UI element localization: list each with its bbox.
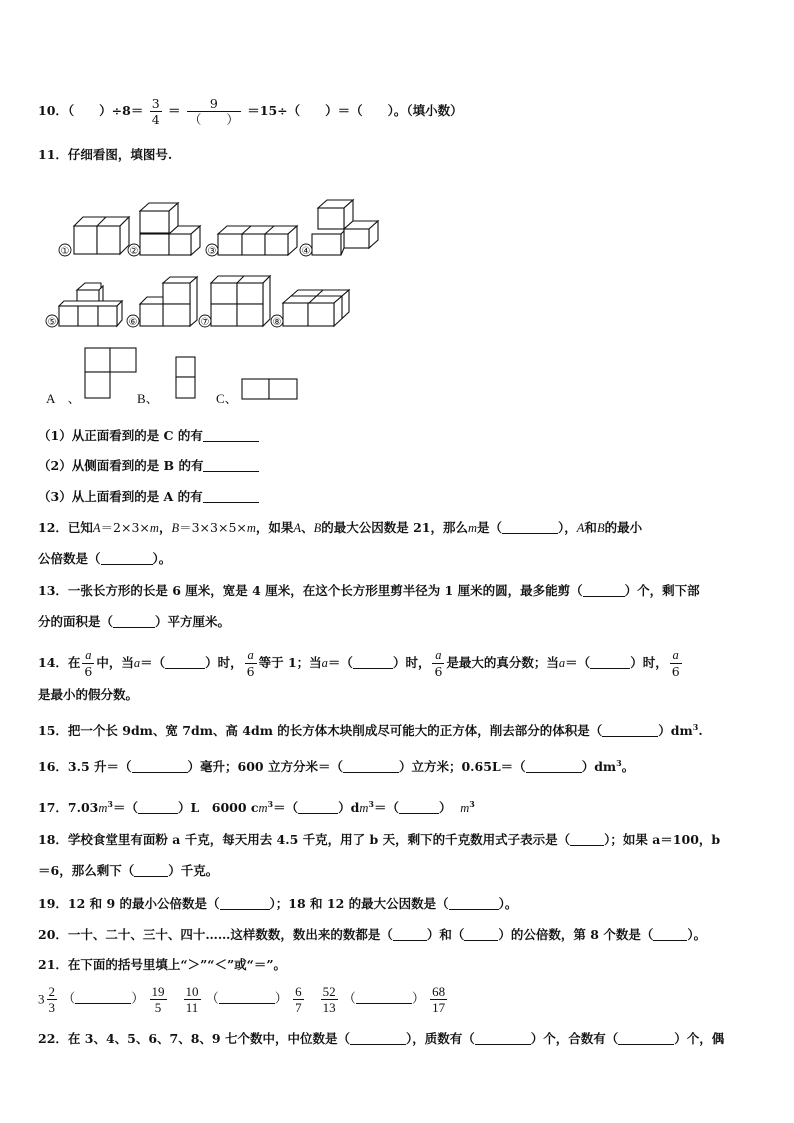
question-12-line-2: 公倍数是（ ）。 (38, 551, 172, 566)
q11-sub-1: （1）从正面看到的是 C 的有 (38, 427, 259, 445)
shape-2-figure (140, 203, 200, 255)
shape-label-6: ⑥ (128, 317, 138, 328)
cube-figures (0, 0, 794, 420)
shape-6-figure (140, 277, 197, 326)
question-18-line-1: 18．学校食堂里有面粉 a 千克，每天用去 4.5 千克，用了 b 天，剩下的千克数用式子表示是（ ）；如果 a＝100，b (38, 832, 721, 847)
question-21-compare-row: 3 $\frac{2}{3}$ （ ） $\frac{19}{5}$ $\frac{10}{11}$ （ ） $\frac{6}{7}$ $\frac{52}{13}$ （ ） $\frac{68}{17}$ (38, 984, 446, 1015)
question-16: 16．3.5 升＝（ ）毫升；600 立方分米＝（ ）立方米；0.65L＝（ ）$dm^3$。 (38, 758, 635, 775)
view-label-a: A 、 (46, 391, 81, 406)
question-20: 20．一十、二十、三十、四十……这样数数，数出来的数都是（ ）和（ ）的公倍数，第 8 个数是（ ）。 (38, 927, 707, 942)
shape-8-figure (283, 290, 349, 326)
shape-5-figure (59, 283, 122, 326)
shape-label-3: ③ (207, 246, 217, 257)
question-12-line-1: 12．已知A＝2×3×m，B＝3×3×5×m，如果A、B的最大公因数是 21，那么m是（ ），A和B的最小 (38, 520, 643, 535)
fraction-3-4: $\frac{3}{4}$ (151, 96, 160, 127)
question-13-line-2: 分的面积是（ ）平方厘米。 (38, 614, 231, 629)
q11-sub-2: （2）从侧面看到的是 B 的有 (38, 457, 259, 475)
view-c-figure (242, 379, 297, 399)
view-b-figure (176, 357, 195, 398)
view-label-b: B、 (137, 391, 159, 406)
shape-label-1: ① (60, 246, 70, 257)
shape-4-figure (312, 200, 378, 255)
question-10: 10．（ ）÷8＝ $\frac{3}{4}$ ＝ $\frac{9}{( )}$ ＝15÷（ ）＝（ ）。（填小数） (38, 96, 463, 127)
question-19: 19．12 和 9 的最小公倍数是（ ）；18 和 12 的最大公因数是（ ）。 (38, 896, 518, 911)
question-11: 11．仔细看图，填图号. (38, 147, 173, 162)
question-17: 17．$7.03m^3=$（ ）L 6000 $cm^3=$（ ）$dm^3=$（ ） $m^3$ (38, 799, 475, 816)
view-a-figure (85, 348, 136, 398)
q11-sub-3: （3）从上面看到的是 A 的有 (38, 488, 259, 506)
shape-label-4: ④ (301, 246, 311, 257)
shape-1-figure (74, 217, 129, 254)
shape-label-8: ⑧ (272, 317, 282, 328)
question-21: 21．在下面的括号里填上“＞”“＜”或“＝”。 (38, 957, 287, 972)
shape-label-2: ② (129, 246, 139, 257)
question-14-line-1: 14．在 $\frac{a}{6}$ 中，当a＝（ ）时， $\frac{a}{6}$ 等于 1；当a＝（ ）时， $\frac{a}{6}$ 是最大的真分数；当a＝（ ）时， $\frac{a}{6}$ (38, 648, 680, 679)
view-label-c: C、 (216, 391, 238, 406)
shape-7-figure (211, 276, 270, 326)
question-13-line-1: 13．一张长方形的长是 6 厘米，宽是 4 厘米，在这个长方形里剪半径为 1 厘米的圆，最多能剪（ ）个，剩下部 (38, 583, 700, 598)
shape-3-figure (218, 226, 297, 255)
question-14-line-2: 是最小的假分数。 (38, 687, 139, 702)
fraction-9-blank: $\frac{9}{( )}$ (188, 96, 239, 127)
shape-label-7: ⑦ (200, 317, 210, 328)
question-15: 15．把一个长 9dm、宽 7dm、高 4dm 的长方体木块削成尽可能大的正方体，削去部分的体积是（ ）$dm^3$. (38, 722, 703, 739)
question-18-line-2: ＝6，那么剩下（ ）千克。 (38, 863, 219, 878)
shape-label-5: ⑤ (47, 317, 57, 328)
question-22: 22．在 3、4、5、6、7、8、9 七个数中，中位数是（ ），质数有（ ）个，合数有（ ）个，偶 (38, 1031, 725, 1046)
